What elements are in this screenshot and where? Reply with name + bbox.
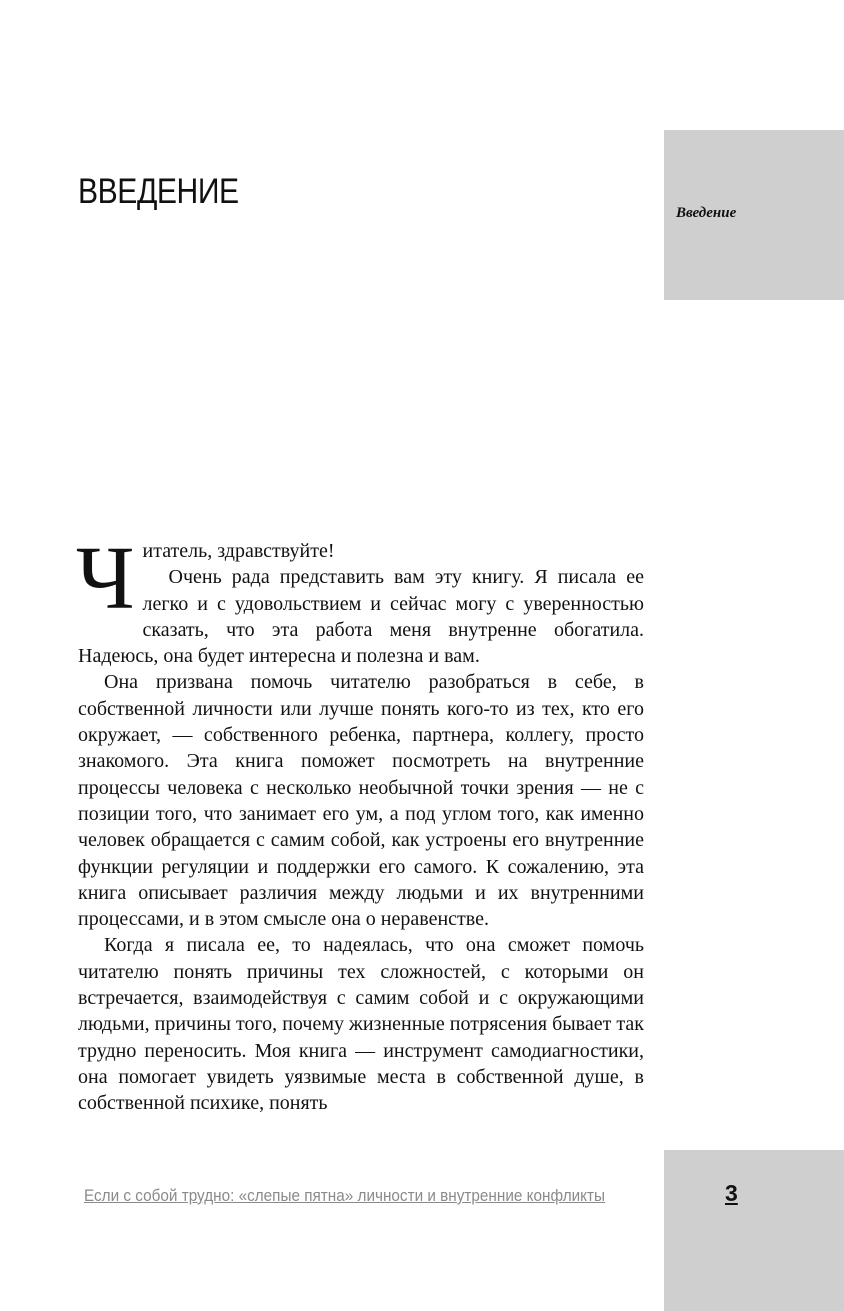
drop-cap: Ч [76, 529, 135, 628]
greeting-line: итатель, здравствуйте! [142, 540, 335, 562]
page-number: 3 [725, 1180, 738, 1206]
side-tab-label: Введение [676, 205, 737, 221]
paragraph: Когда я писала ее, то надеялась, что она сможет помочь читателю понять причины тех сложностей, с которыми он встречается, взаимодействуя с самим собой и с окружающими людьми, причины того, почему жизненные потрясения бывает так трудно переносить. Моя книга — инструмент самодиагностики, она помогает увидеть уязвимые места в собственной душе, в собственной психике, понять [78, 934, 644, 1115]
page-number-tab [664, 1150, 844, 1311]
body-text [76, 529, 644, 1117]
intro-line-2: Очень рада представить вам эту книгу. Я писала [168, 566, 617, 589]
intro-paragraph [76, 529, 644, 669]
intro-rest: ее легко и с удовольствием и сейчас могу с уверенностью сказать, что эта работа меня внутренне обогатила. Надеюсь, она будет интересна и полезна и вам. [78, 566, 644, 668]
paragraph: Она призвана помочь читателю разобраться в себе, в собственной личности или лучше понять кого-то из тех, кто его окружает, — собственного ребенка, партнера, коллегу, просто знакомого. Эта книга поможет посмотреть на внутренние процессы человека с несколько необычной точки зрения — не с позиции того, что занимает его ум, а под углом того, как именно человек обращается с самим собой, как устроены его внутренние функции регуляции и поддержки его самого. К сожалению, эта книга описывает различия между людьми и их внутренними процессами, и в этом смысле она о неравенстве. [78, 671, 644, 931]
chapter-title: ВВЕДЕНИЕ [78, 172, 239, 211]
chapter-side-tab [664, 130, 844, 300]
running-footer-book-title: Если с собой трудно: «слепые пятна» личности и внутренние конфликты [84, 1186, 606, 1205]
